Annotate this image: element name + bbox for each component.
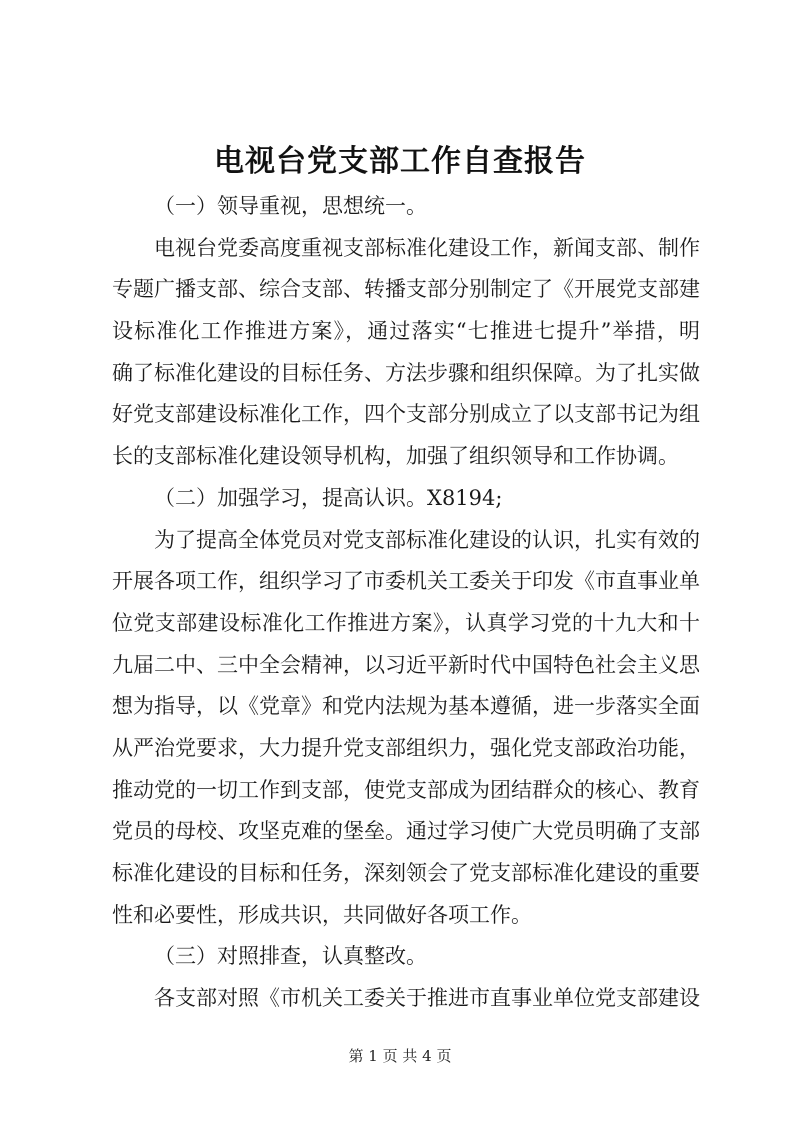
paragraph-line: 长的支部标准化建设领导机构，加强了组织领导和工作协调。 [112,444,679,469]
paragraph-line: 位党支部建设标准化工作推进方案》，认真学习党的十九大和十 [112,610,700,635]
paragraph-line: 好党支部建设标准化工作，四个支部分别成立了以支部书记为组 [112,402,700,427]
paragraph-line: 想为指导，以《党章》和党内法规为基本遵循，进一步落实全面 [112,694,700,719]
paragraph-line: 党员的母校、攻坚克难的堡垒。通过学习使广大党员明确了支部 [112,819,700,844]
paragraph-line: 开展各项工作，组织学习了市委机关工委关于印发《市直事业单 [112,569,700,594]
section-heading-3: （三）对照排查，认真整改。 [154,944,427,969]
document-body [112,186,700,1020]
paragraph-line: 九届二中、三中全会精神，以习近平新时代中国特色社会主义思 [112,652,700,677]
paragraph-line: 各支部对照《市机关工委关于推进市直事业单位党支部建设 [154,986,700,1011]
paragraph-line: 推动党的一切工作到支部，使党支部成为团结群众的核心、教育 [112,777,700,802]
section-heading-1: （一）领导重视，思想统一。 [154,194,427,218]
paragraph-line: 电视台党委高度重视支部标准化建设工作，新闻支部、制作 [154,235,700,260]
paragraph-line: 从严治党要求，大力提升党支部组织力，强化党支部政治功能， [112,735,700,760]
paragraph-line: 为了提高全体党员对党支部标准化建设的认识，扎实有效的 [154,527,700,552]
page-number-footer: 第 1 页 共 4 页 [348,1047,452,1065]
paragraph-line: 标准化建设的目标和任务，深刻领会了党支部标准化建设的重要 [112,861,700,885]
paragraph-line: 性和必要性，形成共识，共同做好各项工作。 [112,902,532,927]
section-heading-2: （二）加强学习，提高认识。X8194; [154,485,503,510]
paragraph-line: 专题广播支部、综合支部、转播支部分别制定了《开展党支部建 [112,277,700,302]
paragraph-line: 确了标准化建设的目标任务、方法步骤和组织保障。为了扎实做 [112,360,700,385]
paragraph-line: 设标准化工作推进方案》，通过落实“七推进七提升”举措，明 [112,319,700,344]
document-title: 电视台党支部工作自查报告 [214,144,586,179]
